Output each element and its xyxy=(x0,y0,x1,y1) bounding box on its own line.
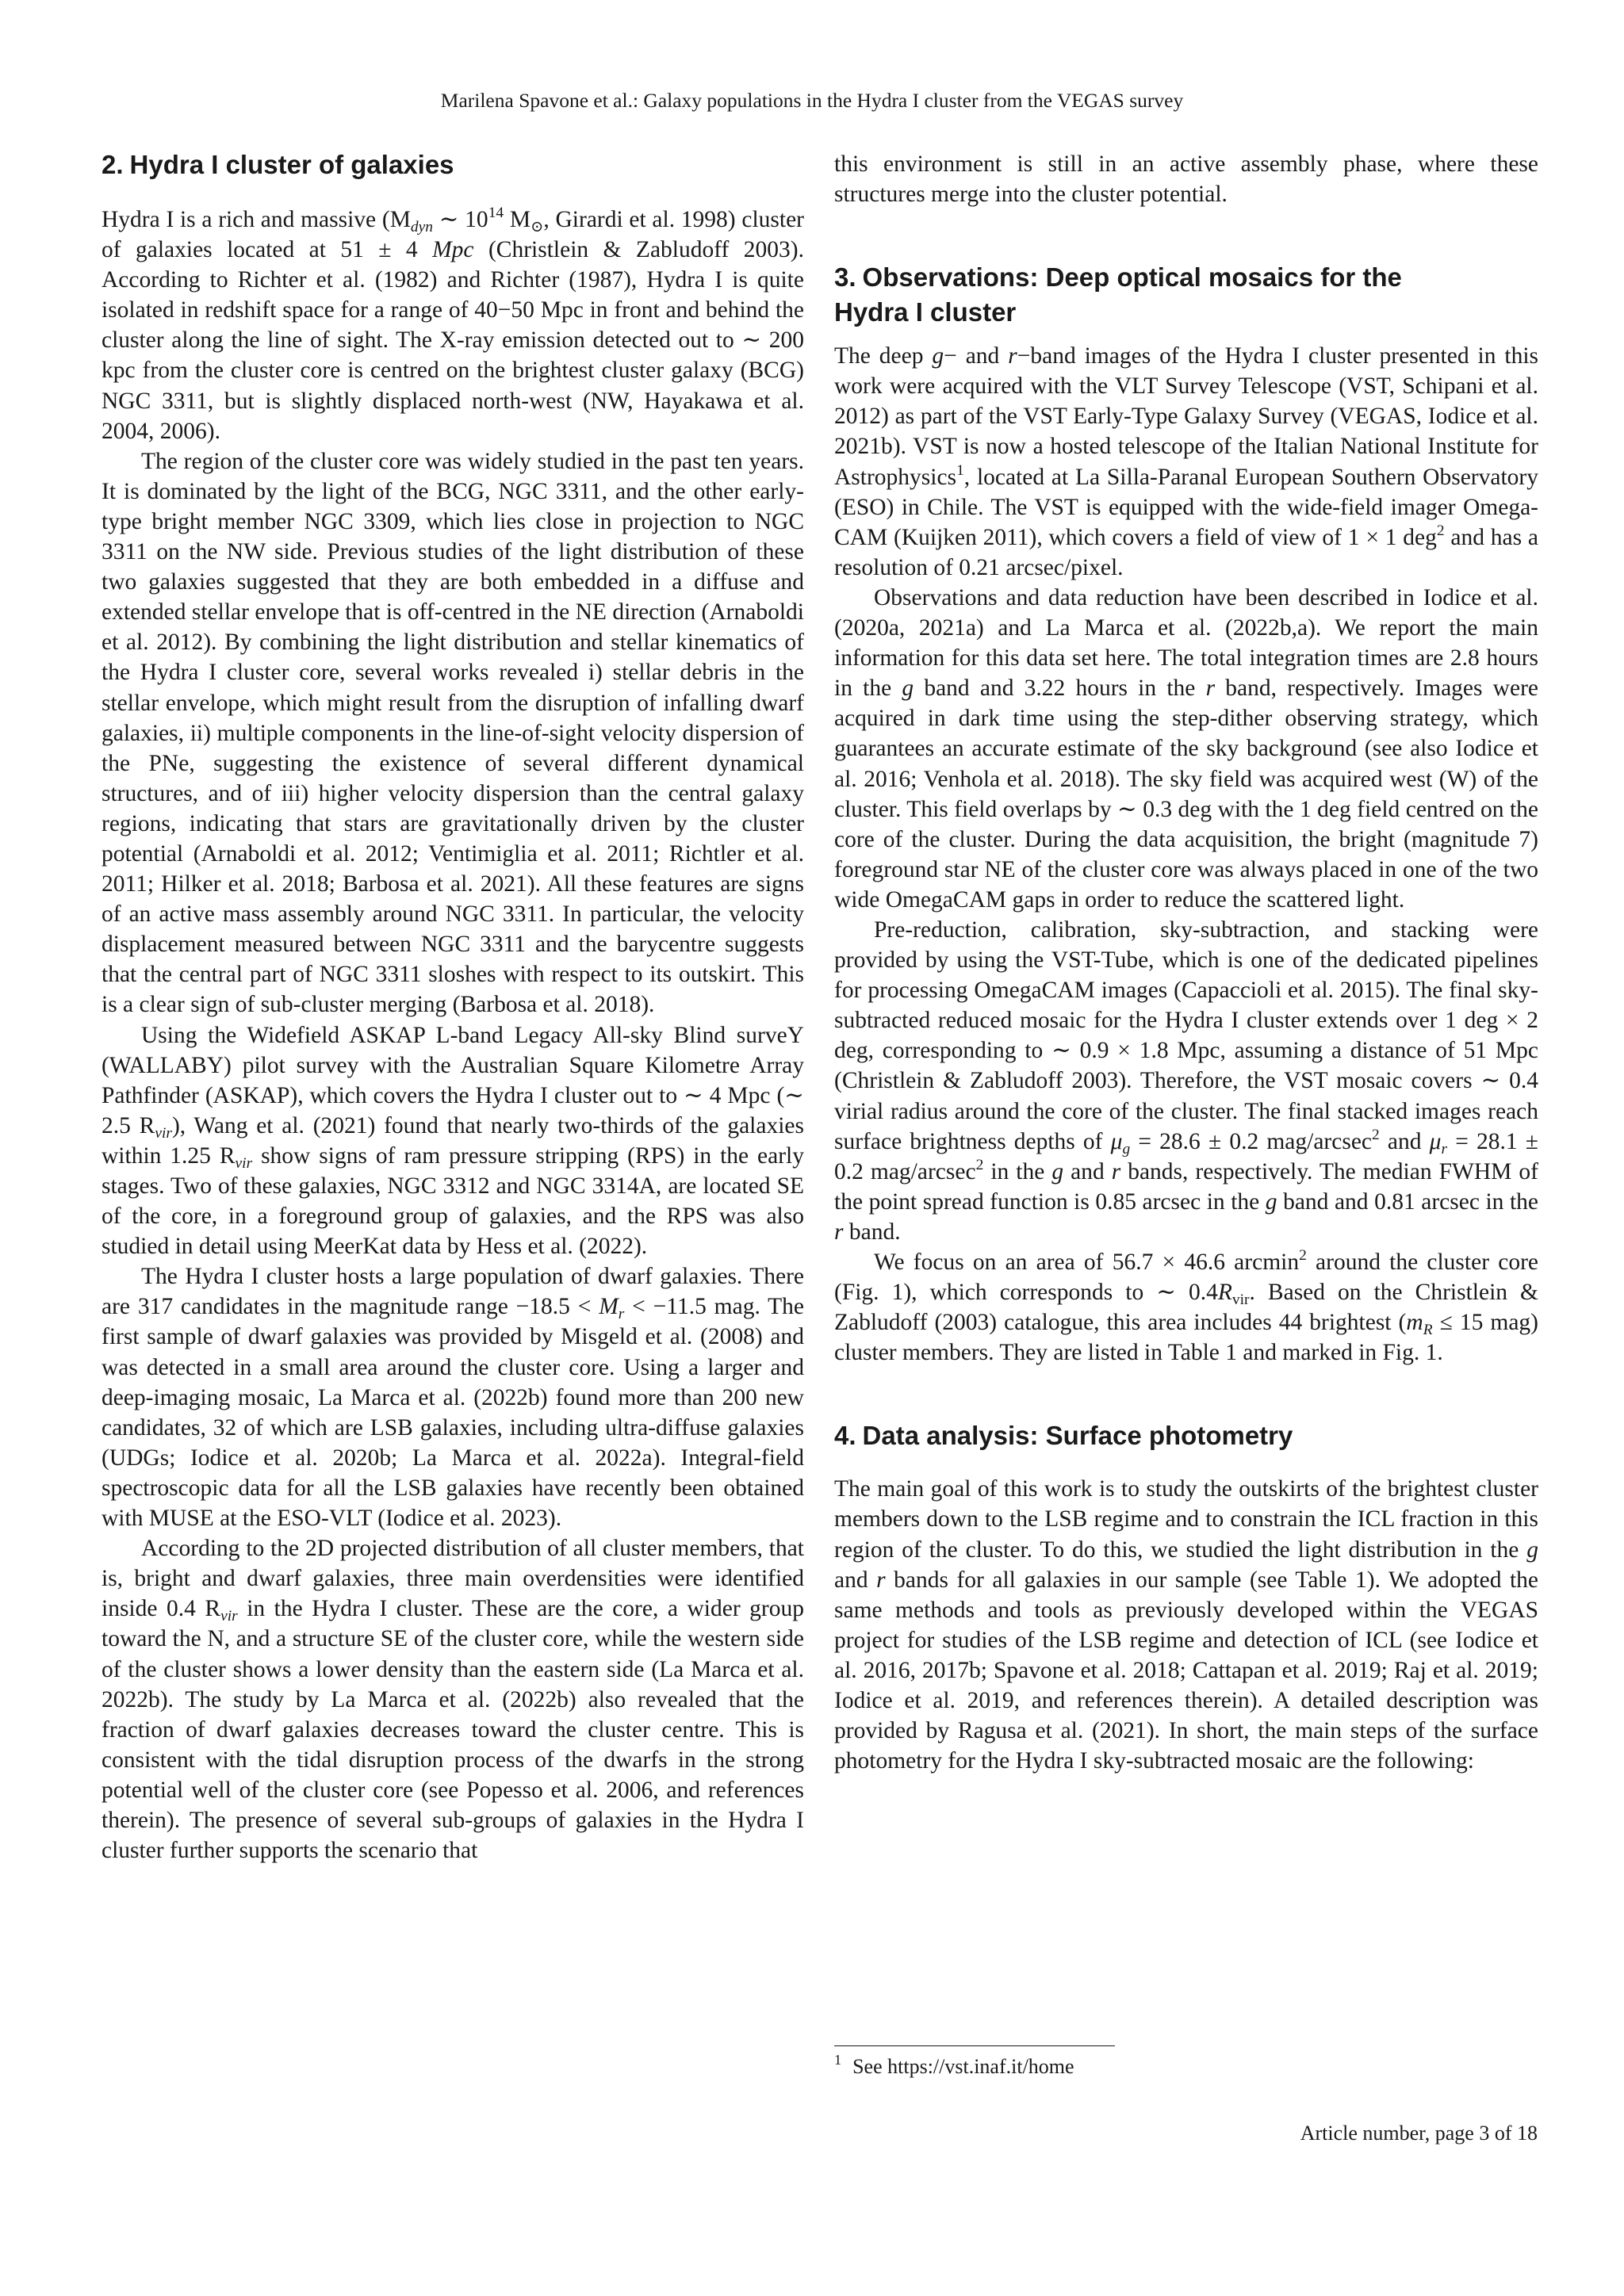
paragraph: The Hydra I cluster hosts a large population of dwarf galaxies. There are 317 candidates in the magnitude range $-18.5 < M_r < -11.5$ mag. The first sample of dwarf galaxies was provided by Misgeld et al. (2008) and was detected in a small area around the cluster core. Using a larger and deep-imaging mosaic, La Marca et al. (2022b) found more than 200 new candidates, 32 of which are LSB galaxies, including ultra-diffuse galaxies (UDGs; Iodice et al. 2020b; La Marca et al. 2022a). Integral-field spectroscopic data for all the LSB galaxies have recently been obtained with MUSE at the ESO-VLT (Iodice et al. 2023). xyxy=(102,1264,804,1532)
paragraph: Pre-reduction, calibration, sky-subtraction, and stacking were provided by using the VST-Tube, which is one of the dedicated pipelines for processing OmegaCAM images (Capaccioli et al. 2015). The final sky-subtracted reduced mosaic for the Hydra I cluster extends over 1 deg × 2 deg, corresponding to ∼ 0.9 × 1.8 Mpc, assuming a distance of 51 Mpc (Christlein & Zabludoff 2003). Therefore, the VST mosaic covers ∼ 0.4 virial radius around the core of the cluster. The final stacked images reach surface brightness depths of $\mu_g = 28.6 \pm 0.2$ mag/arcsec$^2$ and $\mu_r = 28.1 \pm 0.2$ mag/arcsec$^2$ in the g and r bands, respectively. The median FWHM of the point spread function is 0.85 arcsec in the g band and 0.81 arcsec in the r band. xyxy=(834,916,1538,1245)
section-heading-2: 2. Hydra I cluster of galaxies xyxy=(102,150,454,179)
paragraph: Observations and data reduction have been described in Iodice et al. (2020a, 2021a) and La Marca et al. (2022b,a). We report the main information for this data set here. The total integration times are 2.8 hours in the g band and 3.22 hours in the r band, respectively. Images were acquired in dark time using the step-dither observing strategy, which guarantees an accurate estimate of the sky background (see also Iodice et al. 2016; Venhola et al. 2018). The sky field was acquired west (W) of the cluster. This field overlaps by ∼ 0.3 deg with the 1 deg field centred on the core of the cluster. During the data acquisition, the bright (magnitude 7) foreground star NE of the cluster core was always placed in one of the two wide OmegaCAM gaps in order to reduce the scattered light. xyxy=(834,584,1538,913)
running-header: Marilena Spavone et al.: Galaxy populations in the Hydra I cluster from the VEGAS survey xyxy=(440,89,1184,112)
paragraph: this environment is still in an active assembly phase, where these structures merge into the cluster potential. xyxy=(834,151,1538,208)
paragraph: Hydra I is a rich and massive ($M_{dyn}$ ∼ $10^{14}$ $M_⊙$, Girardi et al. 1998) cluster of galaxies located at 51 ± 4 Mpc (Christlein & Zabludoff 2003). According to Richter et al. (1982) and Richter (1987), Hydra I is quite isolated in redshift space for a range of 40−50 Mpc in front and behind the cluster along the line of sight. The X-ray emission detected out to ∼ 200 kpc from the cluster core is centred on the brightest cluster galaxy (BCG) NGC 3311, but is slightly displaced north-west (NW, Hayakawa et al. 2004, 2006). xyxy=(102,204,804,444)
right-column xyxy=(834,147,1538,1776)
paragraph: The region of the cluster core was widely studied in the past ten years. It is dominated by the light of the BCG, NGC 3311, and the other early-type bright member NGC 3309, which lies close in projection to NGC 3311 on the NW side. Previous studies of the light distribution of these two galaxies suggested that they are both embedded in a diffuse and extended stellar envelope that is off-centred in the NE direction (Arnaboldi et al. 2012). By combining the light distribution and stellar kinematics of the Hydra I cluster core, several works revealed i) stellar debris in the stellar envelope, which might result from the disruption of infalling dwarf galaxies, ii) multiple components in the line-of-sight velocity dispersion of the PNe, suggesting the existence of several different dynamical structures, and of iii) higher velocity dispersion than the central galaxy regions, indicating that stars are gravitationally driven by the cluster potential (Arnaboldi et al. 2012; Ventimiglia et al. 2011; Richtler et al. 2011; Hilker et al. 2018; Barbosa et al. 2021). All these features are signs of an active mass assembly around NGC 3311. In particular, the velocity displacement measured between NGC 3311 and the barycentre suggests that the central part of NGC 3311 sloshes with respect to its outskirt. This is a clear sign of sub-cluster merging (Barbosa et al. 2018). xyxy=(102,448,804,1018)
section-heading-4: 4. Data analysis: Surface photometry xyxy=(834,1421,1293,1451)
footnote xyxy=(834,2053,1074,2080)
paragraph: Using the Widefield ASKAP L-band Legacy All-sky Blind surveY (WALLABY) pilot survey with the Australian Square Kilometre Array Pathfinder (ASKAP), which covers the Hydra I cluster out to ∼ 4 Mpc (∼ 2.5 $R_{vir}$), Wang et al. (2021) found that nearly two-thirds of the galaxies within 1.25 $R_{vir}$ show signs of ram pressure stripping (RPS) in the early stages. Two of these galaxies, NGC 3312 and NGC 3314A, are located SE of the core, in a foreground group of galaxies, and the RPS was also studied in detail using MeerKat data by Hess et al. (2022). xyxy=(102,1022,804,1260)
paragraph: The main goal of this work is to study the outskirts of the brightest cluster members down to the LSB regime and to constrain the ICL fraction in this region of the cluster. To do this, we studied the light distribution in the g and r bands for all galaxies in our sample (see Table 1). We adopted the same methods and tools as previously developed within the VEGAS project for studies of the LSB regime and detection of ICL (see Iodice et al. 2016, 2017b; Spavone et al. 2018; Cattapan et al. 2019; Raj et al. 2019; Iodice et al. 2019, and references therein). A detailed description was provided by Ragusa et al. (2021). In short, the main steps of the surface photometry for the Hydra I sky-subtracted mosaic are the following: xyxy=(834,1476,1539,1774)
section-heading-3: 3. Observations: Deep optical mosaics for the Hydra I cluster xyxy=(834,262,1402,327)
footnote-link[interactable]: See https://vst.inaf.it/home xyxy=(852,2055,1074,2078)
footnote-divider xyxy=(834,2045,1115,2046)
paragraph: We focus on an area of 56.7 × 46.6 arcmin$^2$ around the cluster core (Fig. 1), which corresponds to ∼ $0.4R_{vir}$. Based on the Christlein & Zabludoff (2003) catalogue, this area includes 44 brightest ($m_R \le 15$ mag) cluster members. They are listed in Table 1 and marked in Fig. 1. xyxy=(834,1246,1538,1366)
paragraph: According to the 2D projected distribution of all cluster members, that is, bright and dwarf galaxies, three main overdensities were identified inside 0.4 $R_{vir}$ in the Hydra I cluster. These are the core, a wider group toward the N, and a structure SE of the cluster core, while the western side of the cluster shows a lower density than the eastern side (La Marca et al. 2022b). The study by La Marca et al. (2022b) also revealed that the fraction of dwarf galaxies decreases toward the cluster centre. This is consistent with the tidal disruption process of the dwarfs in the strong potential well of the cluster core (see Popesso et al. 2006, and references therein). The presence of several sub-groups of galaxies in the Hydra I cluster further supports the scenario that xyxy=(102,1536,804,1864)
paragraph: The deep g− and r−band images of the Hydra I cluster presented in this work were acquired with the VLT Survey Telescope (VST, Schipani et al. 2012) as part of the VST Early-Type Galaxy Survey (VEGAS, Iodice et al. 2021b). VST is now a hosted telescope of the Italian National Institute for Astrophysics$^1$, located at La Silla-Paranal European Southern Observatory (ESO) in Chile. The VST is equipped with the wide-field imager OmegaCAM (Kuijken 2011), which covers a field of view of 1 × 1 deg$^2$ and has a resolution of 0.21 arcsec/pixel. xyxy=(834,343,1538,580)
footnote-mark: 1 xyxy=(834,2051,842,2068)
left-column xyxy=(102,147,804,1866)
page-number: Article number, page 3 of 18 xyxy=(1300,2122,1538,2145)
